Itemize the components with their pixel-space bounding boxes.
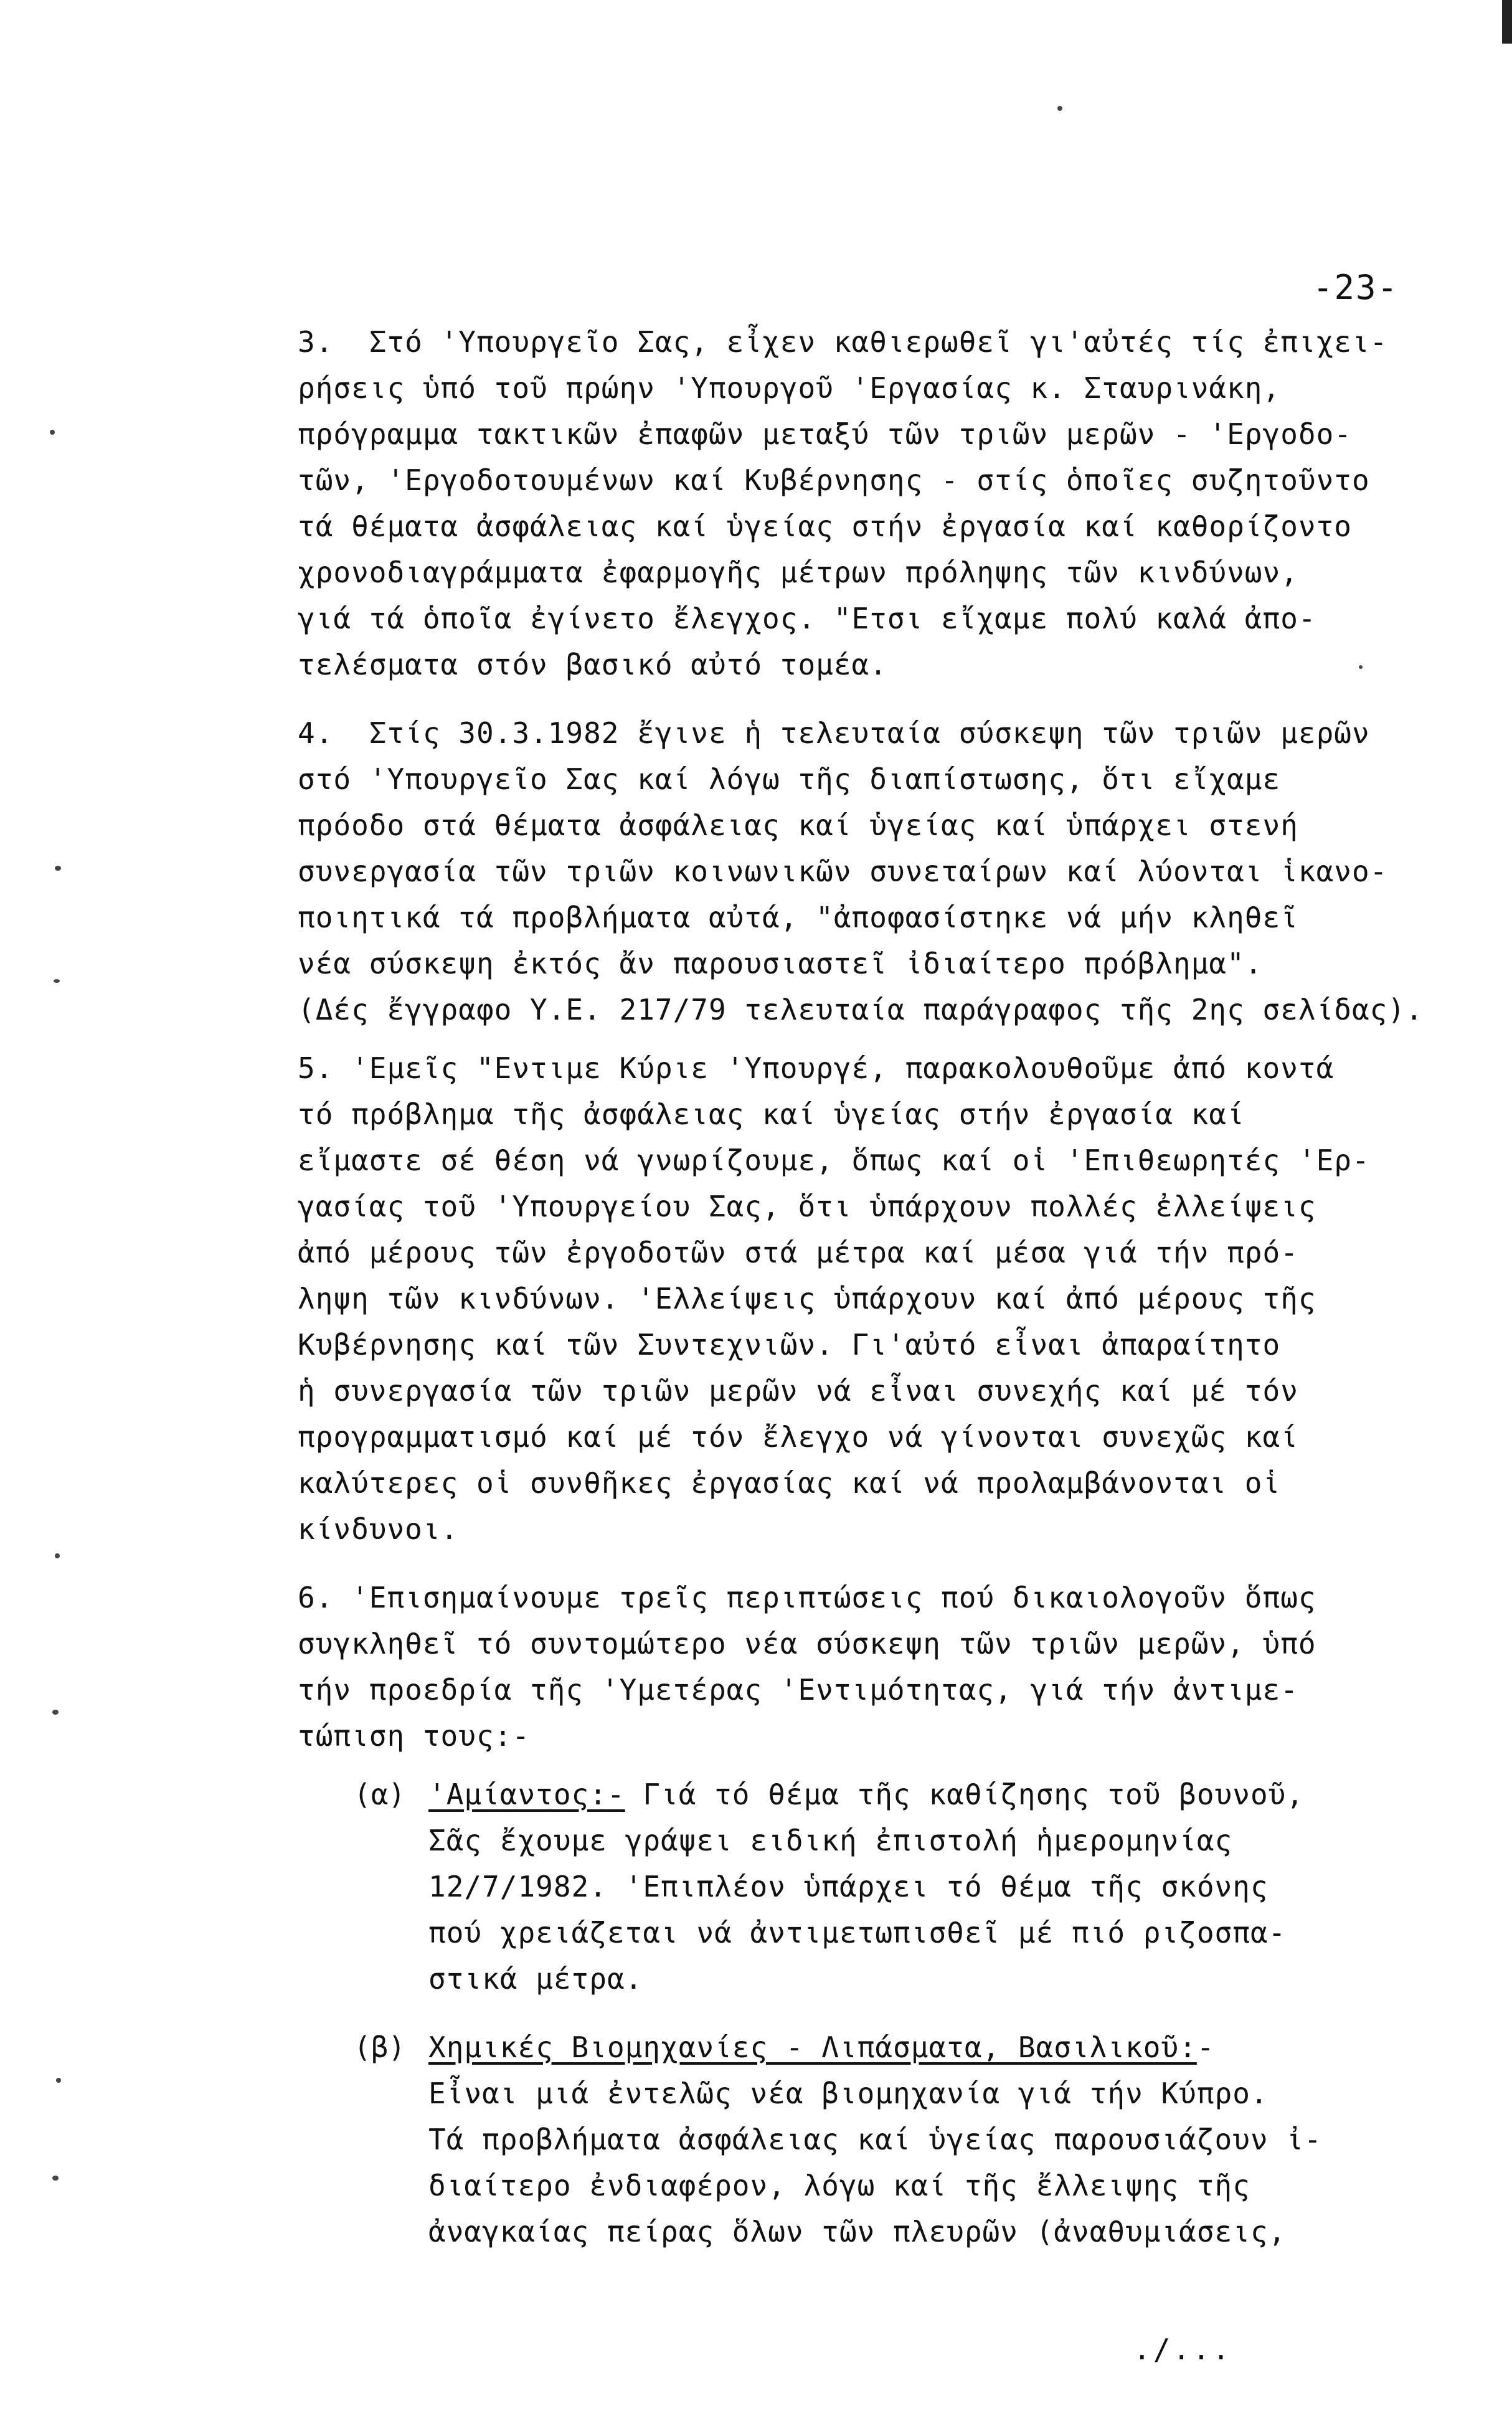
text-line: 3. Στό 'Υπουργεῖο Σας, εἶχεν καθιερωθεῖ γι'αὐτές τίς ἐπιχει- xyxy=(298,325,1388,359)
text-line: ἀπό μέρους τῶν ἐργοδοτῶν στά μέτρα καί μέσα γιά τήν πρό- xyxy=(298,1236,1298,1269)
text-line: γασίας τοῦ 'Υπουργείου Σας, ὅτι ὑπάρχουν πολλές ἐλλείψεις xyxy=(298,1190,1316,1223)
text-line: στικά μέτρα. xyxy=(428,1962,643,1996)
text-span: - xyxy=(1196,2030,1215,2064)
paragraph-5 xyxy=(298,1045,1468,1552)
page-edge-mark xyxy=(1502,0,1512,44)
text-line: κίνδυνοι. xyxy=(298,1512,459,1546)
text-line: καλύτερες οἱ συνθῆκες ἐργασίας καί νά προλαμβάνονται οἱ xyxy=(298,1466,1281,1500)
text-line: 12/7/1982. 'Επιπλέον ὑπάρχει τό θέμα τῆς σκόνης xyxy=(428,1870,1269,1903)
text-line: εἴμαστε σέ θέση νά γνωρίζουμε, ὅπως καί οἱ 'Επιθεωρητές 'Ερ- xyxy=(298,1144,1370,1177)
text-line: συνεργασία τῶν τριῶν κοινωνικῶν συνεταίρων καί λύονται ἱκανο- xyxy=(298,855,1388,888)
text-line: νέα σύσκεψη ἐκτός ἄν παρουσιαστεῖ ἰδιαίτερο πρόβλημα". xyxy=(298,947,1263,980)
text-line: Σᾶς ἔχουμε γράψει ειδική ἐπιστολή ἡμερομηνίας xyxy=(428,1824,1233,1857)
text-line: πού χρειάζεται νά ἀντιμετωπισθεῖ μέ πιό ριζοσπα- xyxy=(428,1916,1287,1949)
text-line: Κυβέρνησης καί τῶν Συντεχνιῶν. Γι'αὐτό εἶναι ἀπαραίτητο xyxy=(298,1328,1281,1362)
paragraph-4 xyxy=(298,710,1468,1033)
text-line: 5. 'Εμεῖς "Εντιμε Κύριε 'Υπουργέ, παρακολουθοῦμε ἀπό κοντά xyxy=(298,1051,1335,1085)
scan-speck xyxy=(1359,665,1363,669)
sub-item-a xyxy=(354,1771,1468,2002)
text-line: τελέσματα στόν βασικό αὐτό τομέα. xyxy=(298,648,887,681)
letter-body xyxy=(298,319,1468,2255)
sub-item-heading: Χημικές Βιομηχανίες - Λιπάσματα, Βασιλικοῦ: xyxy=(428,2030,1197,2064)
text-line: τά θέματα ἀσφάλειας καί ὑγείας στήν ἐργασία καί καθορίζοντο xyxy=(298,509,1352,543)
scan-speck xyxy=(52,2176,59,2181)
scan-speck xyxy=(1057,106,1062,111)
continuation-mark: ./... xyxy=(1133,2333,1232,2366)
text-line xyxy=(428,1771,1468,1817)
sub-item-heading: 'Αμίαντος:- xyxy=(428,1778,625,1811)
scan-speck xyxy=(52,1710,59,1715)
text-line: στό 'Υπουργεῖο Σας καί λόγω τῆς διαπίστωσης, ὅτι εἴχαμε xyxy=(298,762,1281,796)
scan-speck xyxy=(50,430,55,435)
scan-speck xyxy=(54,979,60,983)
text-line: ληψη τῶν κινδύνων. 'Ελλείψεις ὑπάρχουν καί ἀπό μέρους τῆς xyxy=(298,1282,1316,1315)
text-line: ἀναγκαίας πείρας ὅλων τῶν πλευρῶν (ἀναθυμιάσεις, xyxy=(428,2215,1287,2248)
text-line: συγκληθεῖ τό συντομώτερο νέα σύσκεψη τῶν τριῶν μερῶν, ὑπό xyxy=(298,1627,1316,1660)
scan-speck xyxy=(55,1553,60,1558)
sub-item-marker: (β) xyxy=(354,2030,406,2064)
text-line: τήν προεδρία τῆς 'Υμετέρας 'Εντιμότητας, γιά τήν ἀντιμε- xyxy=(298,1673,1298,1707)
text-line: τό πρόβλημα τῆς ἀσφάλειας καί ὑγείας στήν ἐργασία καί xyxy=(298,1097,1245,1131)
text-line: τῶν, 'Εργοδοτουμένων καί Κυβέρνησης - στίς ὁποῖες συζητοῦντο xyxy=(298,463,1370,497)
text-line: 4. Στίς 30.3.1982 ἔγινε ἡ τελευταία σύσκεψη τῶν τριῶν μερῶν xyxy=(298,716,1370,750)
scan-speck xyxy=(55,866,61,871)
text-line: ρήσεις ὑπό τοῦ πρώην 'Υπουργοῦ 'Εργασίας κ. Σταυρινάκη, xyxy=(298,371,1281,405)
sub-item-marker: (α) xyxy=(354,1778,406,1811)
text-line xyxy=(428,2024,1468,2070)
text-line: προγραμματισμό καί μέ τόν ἔλεγχο νά γίνονται συνεχῶς καί xyxy=(298,1420,1298,1454)
text-line: Τά προβλήματα ἀσφάλειας καί ὑγείας παρουσιάζουν ἰ- xyxy=(428,2123,1322,2156)
text-line: (Δές ἔγγραφο Υ.Ε. 217/79 τελευταία παράγραφος τῆς 2ης σελίδας). xyxy=(298,993,1424,1026)
text-line: ποιητικά τά προβλήματα αὐτά, "ἀποφασίστηκε νά μήν κληθεῖ xyxy=(298,901,1298,934)
paragraph-3 xyxy=(298,319,1468,688)
text-line: τώπιση τους:- xyxy=(298,1719,531,1753)
text-span: Γιά τό θέμα τῆς καθίζησης τοῦ βουνοῦ, xyxy=(625,1778,1305,1811)
scan-speck xyxy=(56,2078,61,2083)
sub-item-b xyxy=(354,2024,1468,2255)
text-line: γιά τά ὁποῖα ἐγίνετο ἔλεγχος. "Ετσι εἴχαμε πολύ καλά ἀπο- xyxy=(298,602,1316,635)
text-line: Εἶναι μιά ἐντελῶς νέα βιομηχανία γιά τήν Κύπρο. xyxy=(428,2077,1269,2110)
text-line: πρόοδο στά θέματα ἀσφάλειας καί ὑγείας καί ὑπάρχει στενή xyxy=(298,808,1298,842)
text-line: ἡ συνεργασία τῶν τριῶν μερῶν νά εἶναι συνεχής καί μέ τόν xyxy=(298,1374,1298,1408)
text-line: 6. 'Επισημαίνουμε τρεῖς περιπτώσεις πού δικαιολογοῦν ὅπως xyxy=(298,1581,1316,1614)
page-number: -23- xyxy=(1313,268,1399,307)
text-line: διαίτερο ἐνδιαφέρον, λόγω καί τῆς ἔλλειψης τῆς xyxy=(428,2169,1250,2202)
paragraph-6 xyxy=(298,1575,1468,1759)
text-line: πρόγραμμα τακτικῶν ἐπαφῶν μεταξύ τῶν τριῶν μερῶν - 'Εργοδο- xyxy=(298,417,1352,451)
text-line: χρονοδιαγράμματα ἐφαρμογῆς μέτρων πρόληψης τῶν κινδύνων, xyxy=(298,556,1298,589)
